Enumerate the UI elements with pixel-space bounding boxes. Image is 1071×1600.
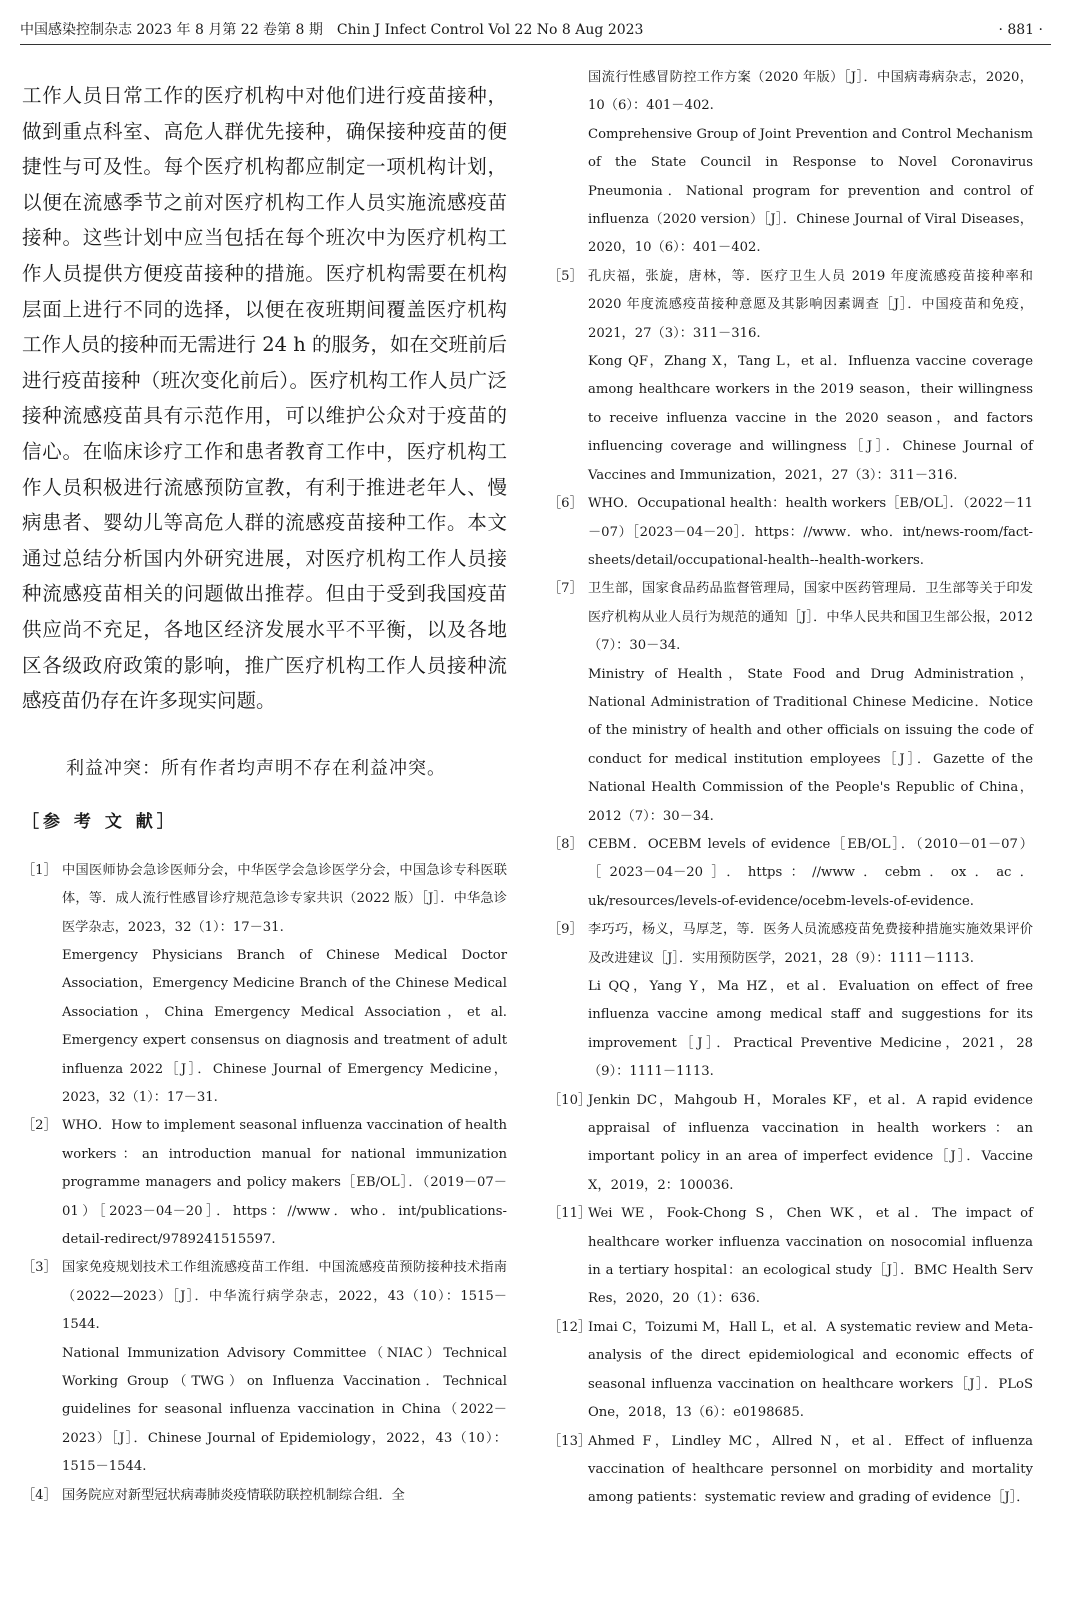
reference-number: ［5］: [548, 268, 583, 284]
reference-text-zh: 孔庆福，张旋，唐林，等．医疗卫生人员 2019 年度流感疫苗接种率和 2020 年度流感疫苗接种意愿及其影响因素调查［J］．中国疫苗和免疫，2021，27（3）：311－316.: [588, 268, 1033, 341]
reference-text-en: CEBM．OCEBM levels of evidence［EB/OL］．（2010－01－07）［2023－04－20］．https：//www．cebm．ox．ac．uk/resources/levels-of-evidence/ocebm-levels-of-evidence.: [588, 836, 1033, 909]
reference-number: ［1］: [22, 862, 57, 878]
reference-item: [548, 1428, 1033, 1513]
reference-number: ［2］: [22, 1118, 57, 1134]
reference-item: [548, 263, 1033, 490]
reference-text-en: Kong QF，Zhang X，Tang L，et al．Influenza vaccine coverage among healthcare workers in the 2019 season，their willingness to receive influenza vaccine in the 2020 season，and factors influencing coverage and willingness［J］．Chinese Journal of Vaccines and Immunization，2021，27（3）：311－316.: [588, 354, 1033, 483]
reference-item: [548, 490, 1033, 575]
reference-item: [22, 1254, 507, 1481]
reference-item: [548, 916, 1033, 1086]
reference-item: [548, 1087, 1033, 1201]
reference-text-en: Imai C，Toizumi M，Hall L，et al．A systematic review and Meta-analysis of the direct epidemiological and economic effects of seasonal influenza vaccination on healthcare workers［J］．PLoS One，2018，13（6）：e0198685.: [588, 1319, 1033, 1421]
reference-item: [548, 831, 1033, 916]
reference-text-en: Wei WE，Fook-Chong S，Chen WK，et al．The impact of healthcare worker influenza vaccination on nosocomial influenza in a tertiary hospital：an ecological study［J］．BMC Health Serv Res，2020，20（1）：636.: [588, 1206, 1033, 1307]
page-number: · 881 ·: [998, 22, 1043, 38]
body-paragraph: 工作人员日常工作的医疗机构中对他们进行疫苗接种，做到重点科室、高危人群优先接种，确保接种疫苗的便捷性与可及性。每个医疗机构都应制定一项机构计划，以便在流感季节之前对医疗机构工作人员实施流感疫苗接种。这些计划中应当包括在每个班次中为医疗机构工作人员提供方便疫苗接种的措施。医疗机构需要在机构层面上进行不同的选择，以便在夜班期间覆盖医疗机构工作人员的接种而无需进行 24 h 的服务，如在交班前后进行疫苗接种（班次变化前后）。医疗机构工作人员广泛接种流感疫苗具有示范作用，可以维护公众对于疫苗的信心。在临床诊疗工作和患者教育工作中，医疗机构工作人员积极进行流感预防宣教，有利于推进老年人、慢病患者、婴幼儿等高危人群的流感疫苗接种工作。本文通过总结分析国内外研究进展，对医疗机构工作人员接种流感疫苗相关的问题做出推荐。但由于受到我国疫苗供应尚不充足，各地区经济发展水平不平衡，以及各地区各级政府政策的影响，推广医疗机构工作人员接种流感疫苗仍存在许多现实问题。: [22, 84, 507, 713]
reference-number: ［12］: [548, 1319, 592, 1335]
reference-text-zh: 国家免疫规划技术工作组流感疫苗工作组．中国流感疫苗预防接种技术指南（2022—2023）［J］．中华流行病学杂志，2022，43（10）：1515－1544.: [62, 1260, 507, 1333]
reference-number: ［7］: [548, 581, 583, 597]
reference-list-left: [22, 857, 507, 1510]
reference-item: [22, 1482, 507, 1510]
journal-citation-line: 中国感染控制杂志 2023 年 8 月第 22 卷第 8 期 Chin J Infect Control Vol 22 No 8 Aug 2023: [20, 22, 644, 38]
reference-item: [548, 1200, 1033, 1314]
reference-list-right: [548, 263, 1033, 1513]
reference-continuation-zh: 国流行性感冒防控工作方案（2020 年版）［J］．中国病毒病杂志，2020，10（6）：401－402.: [588, 70, 1033, 114]
reference-text-en: National Immunization Advisory Committee（NIAC）Technical Working Group（TWG）on Influenza Vaccination．Technical guidelines for seasonal influenza vaccination in China（2022－2023）［J］．Chinese Journal of Epidemiology，2022，43（10）：1515－1544.: [62, 1345, 507, 1475]
reference-number: ［6］: [548, 496, 583, 512]
reference-text-en: Emergency Physicians Branch of Chinese Medical Doctor Association，Emergency Medicine Branch of the Chinese Medical Association，China Emergency Medical Association，et al. Emergency expert consensus on diagnosis and treatment of adult influenza 2022［J］．Chinese Journal of Emergency Medicine，2023，32（1）：17－31.: [62, 947, 507, 1105]
reference-text-en: WHO．How to implement seasonal influenza vaccination of health workers：an introduction manual for national immunization programme managers and policy makers［EB/OL］．（2019－07－01）［2023－04－20］．https：//www．who．int/publications-detail-redirect/9789241515597.: [62, 1118, 507, 1247]
reference-item: [548, 575, 1033, 831]
reference-text-en: Ministry of Health，State Food and Drug Administration，National Administration of Traditional Chinese Medicine．Notice of the ministry of health and other officials on issuing the code of conduct for medical institution employees［J］．Gazette of the National Health Commission of the People's Republic of China，2012（7）：30－34.: [588, 666, 1033, 824]
reference-number: ［9］: [548, 922, 583, 938]
reference-number: ［10］: [548, 1092, 592, 1108]
reference-text-zh: 李巧巧，杨义，马厚芝，等．医务人员流感疫苗免费接种措施实施效果评价及改进建议［J］．实用预防医学，2021，28（9）：1111－1113.: [588, 922, 1033, 966]
reference-item: [22, 1112, 507, 1254]
reference-continuation-en: Comprehensive Group of Joint Prevention and Control Mechanism of the State Council in Response to Novel Coronavirus Pneumonia．National program for prevention and control of influenza（2020 version）［J］．Chinese Journal of Viral Diseases，2020，10（6）：401－402.: [588, 126, 1033, 256]
left-column: [22, 78, 507, 1510]
conflict-of-interest-statement: 利益冲突：所有作者均声明不存在利益冲突。: [66, 757, 446, 779]
running-header: [20, 18, 1051, 45]
reference-text-zh: 中国医师协会急诊医师分会，中华医学会急诊医学分会，中国急诊专科医联体，等．成人流行性感冒诊疗规范急诊专家共识（2022 版）［J］．中华急诊医学杂志，2023，32（1）：17－31.: [62, 862, 507, 935]
reference-number: ［4］: [22, 1487, 57, 1503]
reference-number: ［11］: [548, 1206, 592, 1222]
reference-number: ［13］: [548, 1433, 592, 1449]
reference-text-en: Jenkin DC，Mahgoub H，Morales KF，et al．A rapid evidence appraisal of influenza vaccination in health workers：an important policy in an area of imperfect evidence［J］．Vaccine X，2019，2：100036.: [588, 1092, 1033, 1193]
reference-text-zh: 国务院应对新型冠状病毒肺炎疫情联防联控机制综合组．全: [62, 1487, 405, 1503]
reference-text-en: Ahmed F，Lindley MC，Allred N，et al．Effect of influenza vaccination of healthcare personnel on morbidity and mortality among patients：systematic review and grading of evidence［J］．: [588, 1433, 1033, 1506]
reference-item: [22, 857, 507, 1113]
reference-text-zh: 卫生部，国家食品药品监督管理局，国家中医药管理局．卫生部等关于印发医疗机构从业人员行为规范的通知［J］．中华人民共和国卫生部公报，2012（7）：30－34.: [588, 581, 1033, 654]
right-column: [548, 70, 1033, 1513]
references-heading: ［参 考 文 献］: [22, 811, 178, 832]
reference-number: ［8］: [548, 836, 583, 852]
reference-item: [548, 1314, 1033, 1428]
reference-number: ［3］: [22, 1260, 57, 1276]
reference-text-en: WHO．Occupational health：health workers［EB/OL］．（2022－11－07）［2023－04－20］．https：//www．who．int/news-room/fact-sheets/detail/occupational-health--health-workers.: [588, 496, 1033, 568]
reference-text-en: Li QQ，Yang Y，Ma HZ，et al．Evaluation on effect of free influenza vaccine among medical staff and suggestions for its improvement［J］．Practical Preventive Medicine，2021，28（9）：1111－1113.: [588, 979, 1033, 1080]
